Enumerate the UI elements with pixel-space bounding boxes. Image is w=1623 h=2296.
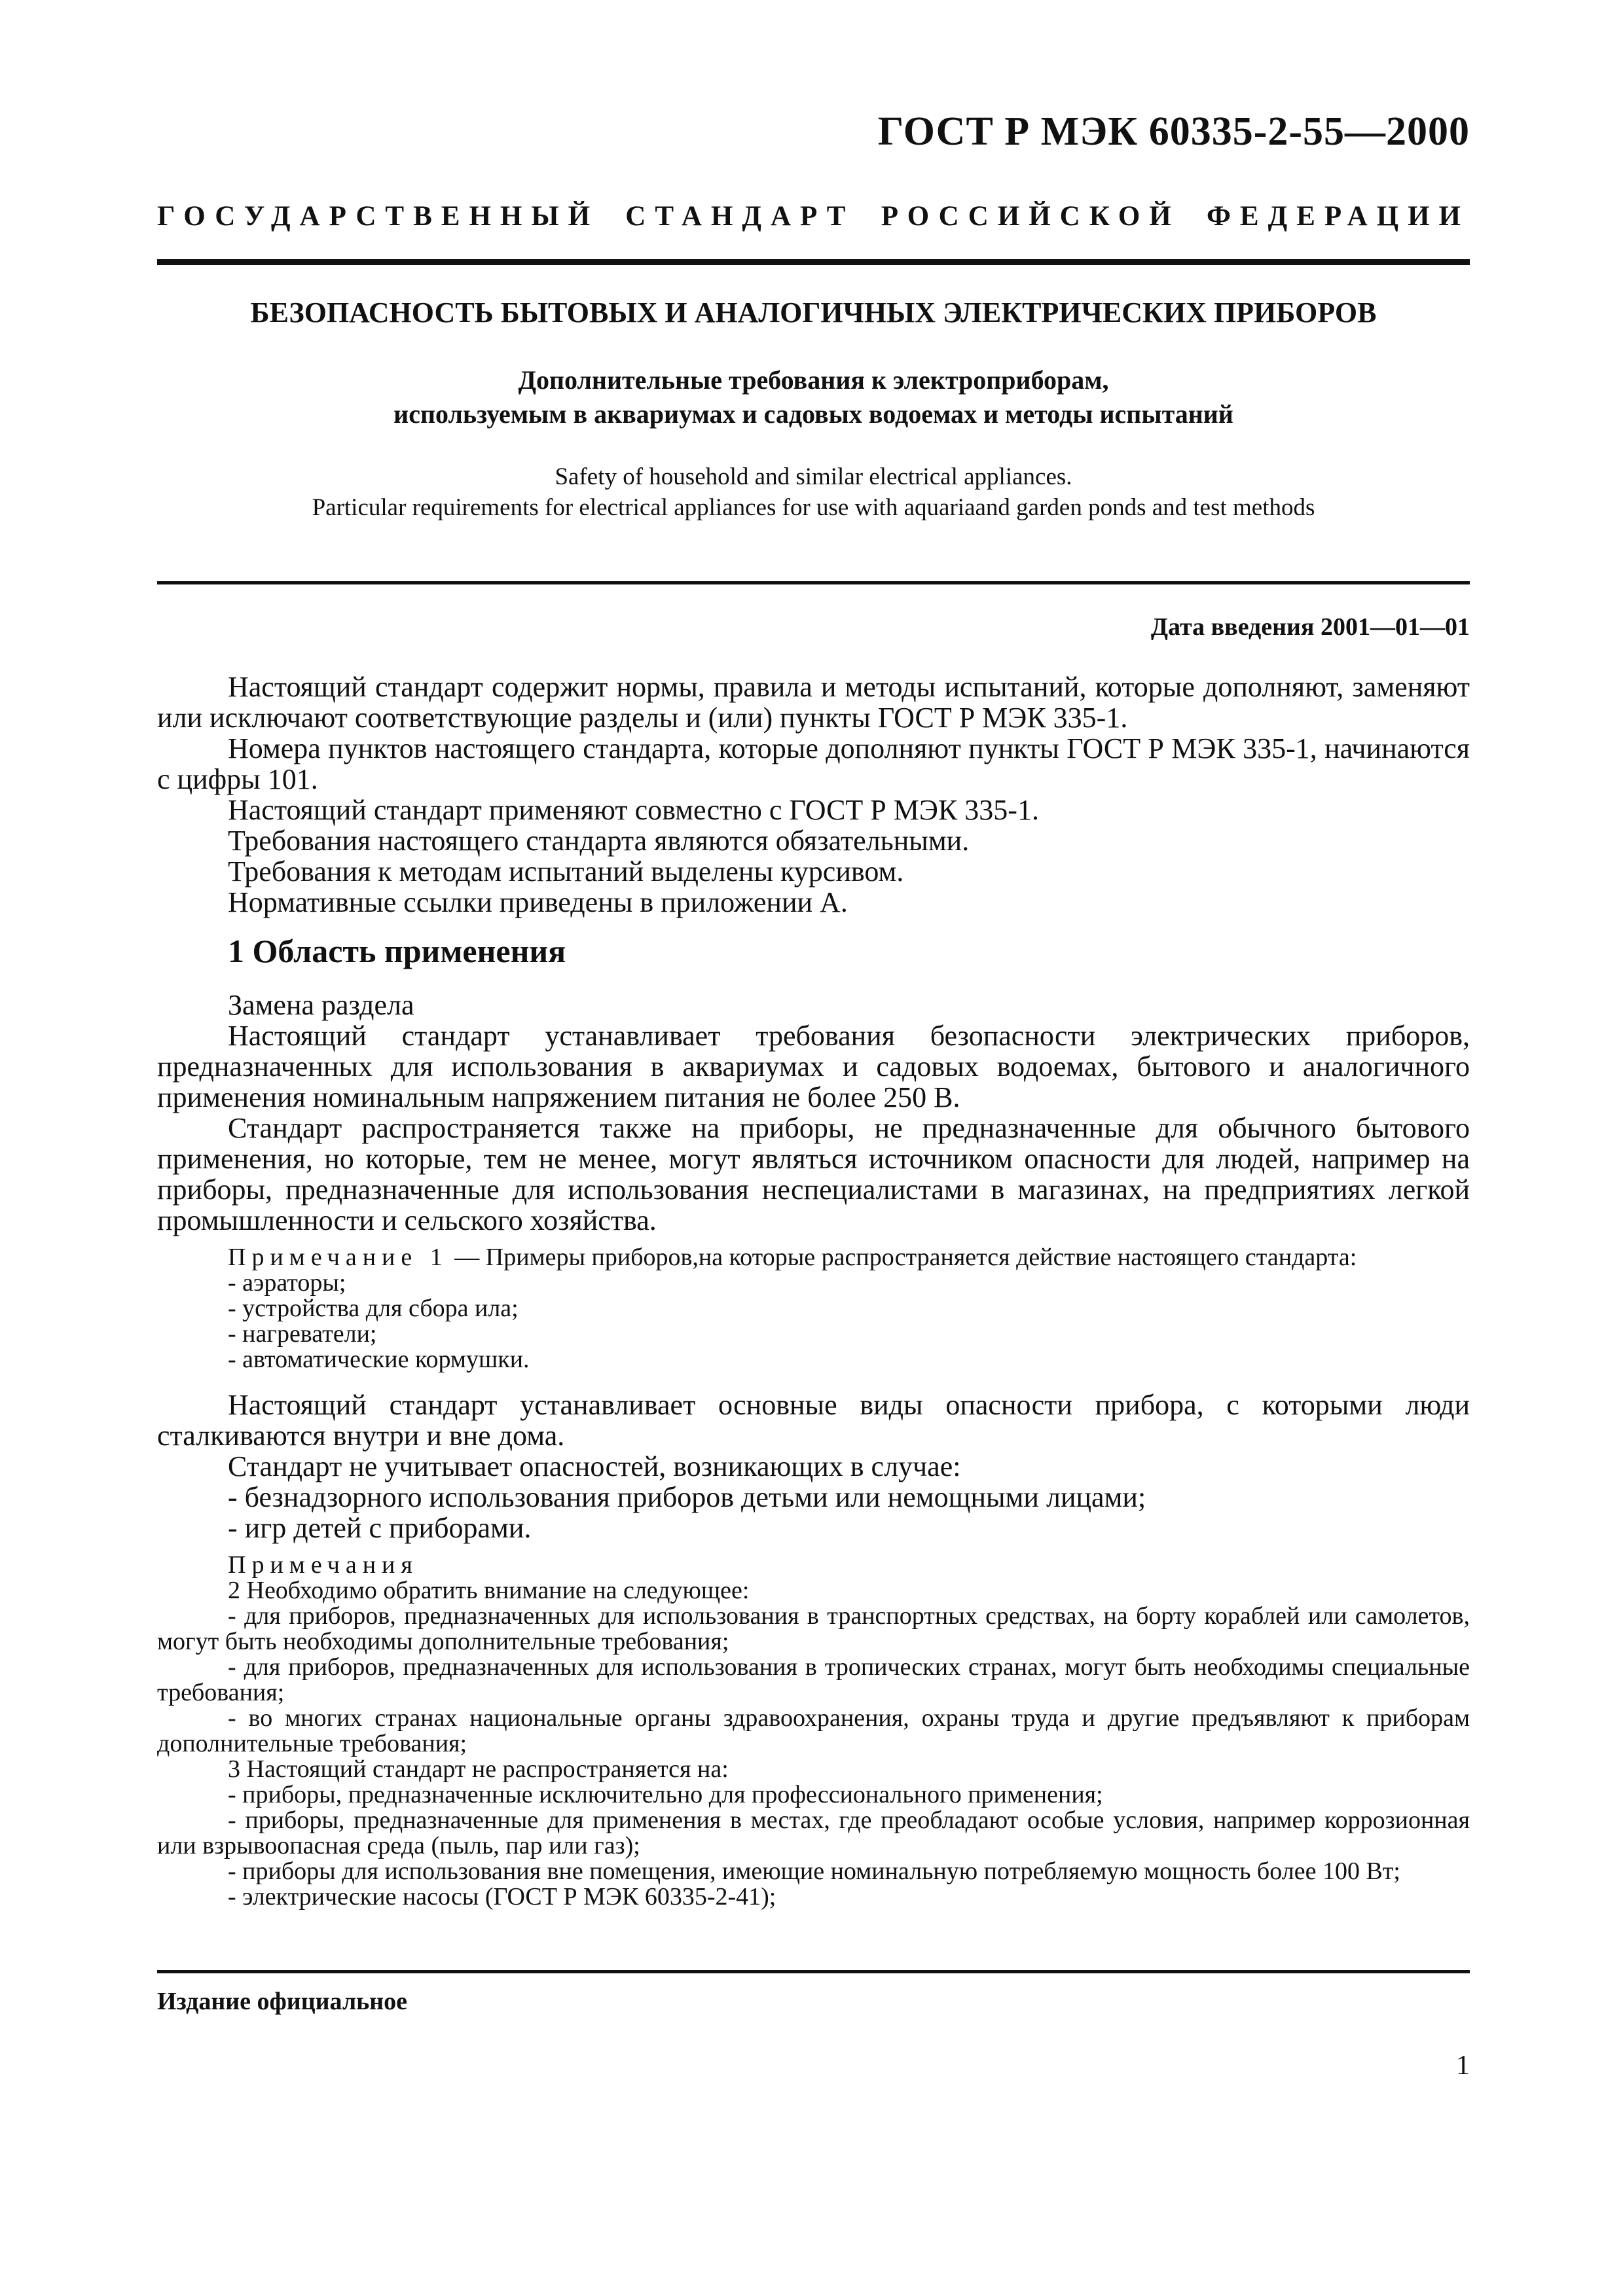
list-item: - приборы, предназначенные для применения в местах, где преобладают особые условия, например коррозионная или взрывоопасная среда (пыль, пар или газ);	[157, 1806, 1470, 1859]
intro-paragraph: Требования к методам испытаний выделены курсивом.	[228, 855, 904, 888]
intro-paragraph: Номера пунктов настоящего стандарта, которые дополняют пункты ГОСТ Р МЭК 335-1, начинаются с цифры 101.	[157, 732, 1470, 795]
note-1-text: — Примеры приборов,на которые распространяется действие настоящего стандарта:	[448, 1244, 1357, 1271]
state-standard-header: ГОСУДАРСТВЕННЫЙ СТАНДАРТ РОССИЙСКОЙ ФЕДЕРАЦИИ	[157, 201, 1470, 232]
list-item: - нагреватели;	[228, 1320, 377, 1348]
edition-label: Издание официальное	[157, 1988, 408, 2015]
intro-paragraph: Настоящий стандарт содержит нормы, правила и методы испытаний, которые дополняют, заменяют или исключают соответствующие разделы и (или) пункты ГОСТ Р МЭК 335-1.	[157, 671, 1470, 734]
list-item: - приборы, предназначенные исключительно для профессионального применения;	[228, 1781, 1103, 1808]
list-item: - аэраторы;	[228, 1269, 346, 1297]
english-title	[157, 461, 1470, 523]
english-title-line-2: Particular requirements for electrical appliances for use with aquariaand garden ponds and test methods	[312, 494, 1315, 521]
hazard-paragraph: Стандарт не учитывает опасностей, возникающих в случае:	[228, 1450, 961, 1482]
subtitle-line-1: Дополнительные требования к электроприборам,	[518, 365, 1109, 395]
list-item: - устройства для сбора ила;	[228, 1295, 519, 1322]
list-item: - для приборов, предназначенных для использования в транспортных средствах, на борту кораблей или самолетов, могут быть необходимы дополнительные требования;	[157, 1602, 1470, 1655]
page-number: 1	[1456, 2051, 1470, 2081]
intro-paragraph: Нормативные ссылки приведены в приложении А.	[228, 886, 848, 918]
title-divider	[157, 581, 1470, 584]
document-body	[157, 672, 1470, 1910]
replace-note: Замена раздела	[228, 989, 414, 1021]
english-title-line-1: Safety of household and similar electrical appliances.	[555, 463, 1072, 490]
document-title: БЕЗОПАСНОСТЬ БЫТОВЫХ И АНАЛОГИЧНЫХ ЭЛЕКТРИЧЕСКИХ ПРИБОРОВ	[250, 296, 1377, 329]
header-divider	[157, 259, 1470, 265]
scope-paragraph: Настоящий стандарт устанавливает требования безопасности электрических приборов, предназначенных для использования в аквариумах и садовых водоемах, бытового и аналогичного применения номинальным напряжением питания не более 250 В.	[157, 1020, 1470, 1113]
intro-paragraph: Настоящий стандарт применяют совместно с ГОСТ Р МЭК 335-1.	[228, 794, 1039, 826]
footer-divider	[157, 1970, 1470, 1973]
note-3-heading: 3 Настоящий стандарт не распространяется на:	[228, 1755, 729, 1783]
note-1	[157, 1245, 1470, 1270]
list-item: - приборы для использования вне помещения, имеющие номинальную потребляемую мощность более 100 Вт;	[228, 1857, 1400, 1885]
hazard-paragraph: Настоящий стандарт устанавливает основные виды опасности прибора, с которыми люди сталкиваются внутри и вне дома.	[157, 1389, 1470, 1452]
section-heading: 1 Область применения	[228, 933, 566, 969]
subtitle-line-2: используемым в аквариумах и садовых водоемах и методы испытаний	[393, 399, 1233, 429]
note-1-label: Примечание 1	[228, 1244, 448, 1271]
note-2-heading: 2 Необходимо обратить внимание на следующее:	[228, 1577, 750, 1604]
gost-code: ГОСТ Р МЭК 60335-2-55—2000	[877, 109, 1470, 154]
intro-paragraph: Требования настоящего стандарта являются обязательными.	[228, 825, 970, 857]
list-item: - для приборов, предназначенных для использования в тропических странах, могут быть необходимы специальные требования;	[157, 1653, 1470, 1706]
list-item: - электрические насосы (ГОСТ Р МЭК 60335-2-41);	[228, 1883, 776, 1910]
notes-label: Примечания	[228, 1551, 418, 1579]
list-item: - безнадзорного использования приборов детьми или немощными лицами;	[228, 1481, 1146, 1513]
document-subtitle	[157, 363, 1470, 431]
list-item: - во многих странах национальные органы здравоохранения, охраны труда и другие предъявляют к приборам дополнительные требования;	[157, 1704, 1470, 1757]
introduction-date: Дата введения 2001—01—01	[1150, 613, 1470, 641]
list-item: - игр детей с приборами.	[228, 1512, 532, 1544]
scope-paragraph: Стандарт распространяется также на приборы, не предназначенные для обычного бытового применения, но которые, тем не менее, могут являться источником опасности для людей, например на приборы, предназначенные для использования неспециалистами в магазинах, на предприятиях легкой промышленности и сельского хозяйства.	[157, 1112, 1470, 1236]
list-item: - автоматические кормушки.	[228, 1346, 530, 1373]
